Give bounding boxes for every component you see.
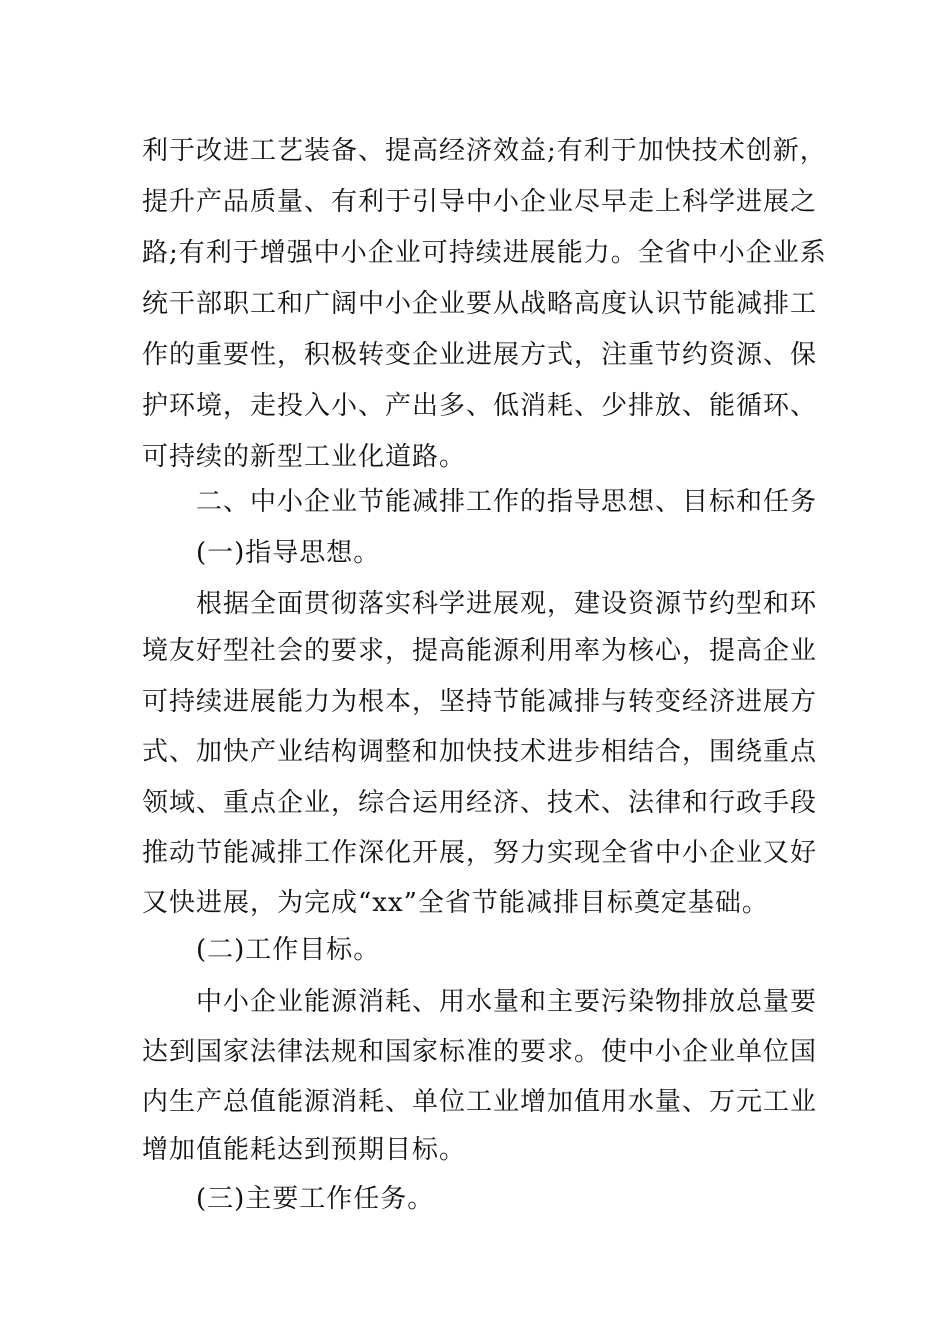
section-heading: 二、中小企业节能减排工作的指导思想、目标和任务 bbox=[196, 487, 818, 517]
paragraph-line: 提升产品质量、有利于引导中小企业尽早走上科学进展之 bbox=[142, 187, 818, 217]
subsection-heading: (二)工作目标。 bbox=[196, 935, 381, 965]
paragraph-line: 增加值能耗达到预期目标。 bbox=[142, 1135, 467, 1165]
subsection-heading: (三)主要工作任务。 bbox=[196, 1184, 435, 1214]
paragraph-line: 作的重要性，积极转变企业进展方式，注重节约资源、保 bbox=[142, 340, 818, 370]
paragraph-line: 领域、重点企业，综合运用经济、技术、法律和行政手段 bbox=[142, 788, 818, 818]
paragraph-line: 可持续进展能力为根本，坚持节能减排与转变经济进展方 bbox=[142, 687, 818, 717]
paragraph-line: 可持续的新型工业化道路。 bbox=[142, 442, 467, 472]
paragraph-line: 式、加快产业结构调整和加快技术进步相结合，围绕重点 bbox=[142, 737, 818, 767]
paragraph-line: 根据全面贯彻落实科学进展观，建设资源节约型和环 bbox=[196, 589, 818, 619]
paragraph-line: 境友好型社会的要求，提高能源利用率为核心，提高企业 bbox=[142, 636, 818, 666]
paragraph-line: 达到国家法律法规和国家标准的要求。使中小企业单位国 bbox=[142, 1037, 818, 1067]
paragraph-line: 又快进展，为完成“xx”全省节能减排目标奠定基础。 bbox=[142, 888, 769, 918]
paragraph-line: 利于改进工艺装备、提高经济效益;有利于加快技术创新， bbox=[142, 136, 827, 166]
paragraph-line: 统干部职工和广阔中小企业要从战略高度认识节能减排工 bbox=[142, 289, 818, 319]
paragraph-line: 护环境，走投入小、产出多、低消耗、少排放、能循环、 bbox=[142, 391, 818, 421]
subsection-heading: (一)指导思想。 bbox=[196, 538, 381, 568]
paragraph-line: 路;有利于增强中小企业可持续进展能力。全省中小企业系 bbox=[142, 238, 827, 268]
paragraph-line: 内生产总值能源消耗、单位工业增加值用水量、万元工业 bbox=[142, 1087, 818, 1117]
paragraph-line: 中小企业能源消耗、用水量和主要污染物排放总量要 bbox=[196, 987, 818, 1017]
paragraph-line: 推动节能减排工作深化开展，努力实现全省中小企业又好 bbox=[142, 838, 818, 868]
